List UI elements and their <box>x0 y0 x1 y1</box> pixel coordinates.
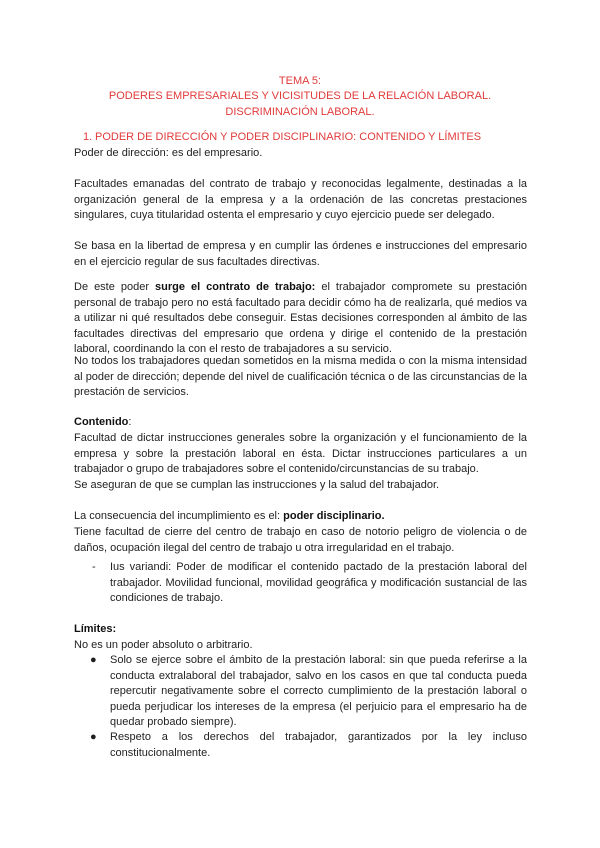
list-item-limite-1 <box>90 653 527 731</box>
paragraph-poder-direccion: Poder de dirección: es del empresario. <box>74 147 263 159</box>
bullet-icon: ● <box>90 654 97 666</box>
disciplinario-pre: La consecuencia del incumplimiento es el: <box>74 510 284 522</box>
disciplinario-bold: poder disciplinario. <box>283 510 385 522</box>
disciplinario-heading <box>74 509 527 525</box>
dash-marker: - <box>92 561 96 573</box>
p4-post: el trabajador compromete su prestación personal de trabajo pero no está facultado para decidir cómo ha de realizarla, qué medios va a utilizar ni qué resultados debe conseguir. Estas decisiones corresponden al ámbito de las facultades directivas del empresario que ordena y dirige el contenido de la prestación laboral, coordinando la con el resto de trabajadores a su servicio. <box>74 281 527 355</box>
contenido-label: Contenido <box>74 416 129 428</box>
limite-2-text: Respeto a los derechos del trabajador, garantizados por la ley incluso constitucionalmente. <box>110 731 527 759</box>
paragraph-trabajadores: No todos los trabajadores quedan sometidos en la misma medida o con la misma intensidad al poder de dirección; depende del nivel de cualificación técnica o de las circunstancias de la prestación de servicios. <box>74 355 527 398</box>
ius-variandi-text: Ius variandi: Poder de modificar el contenido pactado de la prestación laboral del trabajador. Movilidad funcional, movilidad geográfica y modificación sustancial de las condiciones de trabajo. <box>110 561 527 604</box>
contenido-colon: : <box>128 416 132 428</box>
limites-intro: No es un poder absoluto o arbitrario. <box>74 639 253 651</box>
limite-1-text: Solo se ejerce sobre el ámbito de la prestación laboral: sin que pueda referirse a la conducta extralaboral del trabajador, salvo en los casos en que tal conducta pueda repercutir negativamente sobre el correcto cumplimiento de la prestación laboral o pueda perjudicar los intereses de la empresa (el perjuicio para el empresario ha de quedar probado siempre). <box>110 654 527 728</box>
list-item-ius-variandi <box>92 560 527 607</box>
paragraph-facultades: Facultades emanadas del contrato de trabajo y reconocidas legalmente, destinadas a la organización general de la empresa y a la ordenación de las concretas prestaciones singulares, cuya titularidad ostenta el empresario y cuyo ejercicio puede ser delegado. <box>74 178 527 221</box>
list-item-limite-2 <box>90 730 527 761</box>
p4-pre: De este poder <box>74 281 156 293</box>
title-line-2: PODERES EMPRESARIALES Y VICISITUDES DE LA RELACIÓN LABORAL. DISCRIMINACIÓN LABORAL. <box>108 90 492 118</box>
section-heading <box>83 130 482 145</box>
title-line-1: TEMA 5: <box>278 75 322 87</box>
limites-heading <box>74 622 527 638</box>
limites-label: Límites: <box>74 623 117 635</box>
paragraph-contrato-trabajo <box>74 280 527 358</box>
p4-bold: surge el contrato de trabajo: <box>155 281 316 293</box>
paragraph-libertad-empresa: Se basa en la libertad de empresa y en cumplir las órdenes e instrucciones del empresario en el ejercicio regular de sus facultades directivas. <box>74 240 527 268</box>
contenido-heading <box>74 415 527 431</box>
section-number: 1. <box>83 131 93 143</box>
paragraph-contenido: Facultad de dictar instrucciones generales sobre la organización y el funcionamiento de la empresa y sobre la prestación laboral en ésta. Dictar instrucciones particulares a un trabajador o grupo de trabajadores sobre el contenido/circunstancias de su trabajo. <box>74 432 527 475</box>
section-heading-text: PODER DE DIRECCIÓN Y PODER DISCIPLINARIO: CONTENIDO Y LÍMITES <box>95 131 482 143</box>
paragraph-contenido-salud: Se aseguran de que se cumplan las instrucciones y la salud del trabajador. <box>74 479 440 491</box>
paragraph-disciplinario: Tiene facultad de cierre del centro de trabajo en caso de notorio peligro de violencia o de daños, ocupación ilegal del centro de trabajo u otra irregularidad en el trabajo. <box>74 526 527 554</box>
bullet-icon: ● <box>90 731 97 743</box>
